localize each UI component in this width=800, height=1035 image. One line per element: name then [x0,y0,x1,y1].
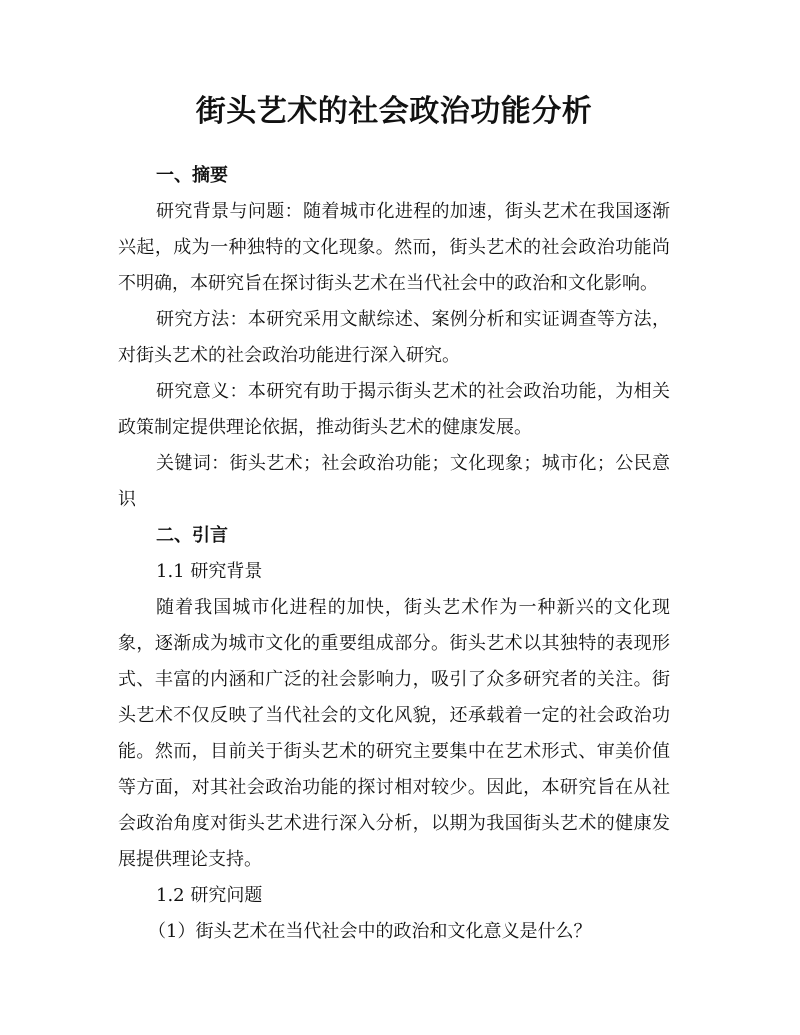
abstract-background-paragraph: 研究背景与问题：随着城市化进程的加速，街头艺术在我国逐渐兴起，成为一种独特的文化现象。然而，街头艺术的社会政治功能尚不明确，本研究旨在探讨街头艺术在当代社会中的政治和文化影响。 [118,201,670,294]
section-heading-introduction: 二、引言 [156,525,228,546]
document-title: 街头艺术的社会政治功能分析 [195,94,593,129]
abstract-significance-paragraph: 研究意义：本研究有助于揭示街头艺术的社会政治功能，为相关政策制定提供理论依据，推动街头艺术的健康发展。 [118,381,670,438]
subsection-heading-questions: 1.2 研究问题 [156,885,263,906]
section-heading-abstract: 一、摘要 [156,165,228,186]
abstract-methods-paragraph: 研究方法：本研究采用文献综述、案例分析和实证调查等方法，对街头艺术的社会政治功能进行深入研究。 [118,309,670,366]
research-question-1: （1）街头艺术在当代社会中的政治和文化意义是什么？ [148,921,592,942]
document-body [118,88,670,950]
subsection-heading-background: 1.1 研究背景 [156,561,263,582]
research-background-paragraph: 随着我国城市化进程的加快，街头艺术作为一种新兴的文化现象，逐渐成为城市文化的重要组成部分。街头艺术以其独特的表现形式、丰富的内涵和广泛的社会影响力，吸引了众多研究者的关注。街头艺术不仅反映了当代社会的文化风貌，还承载着一定的社会政治功能。然而，目前关于街头艺术的研究主要集中在艺术形式、审美价值等方面，对其社会政治功能的探讨相对较少。因此，本研究旨在从社会政治角度对街头艺术进行深入分析，以期为我国街头艺术的健康发展提供理论支持。 [118,597,670,870]
abstract-keywords-paragraph: 关键词：街头艺术；社会政治功能；文化现象；城市化；公民意识 [118,453,670,510]
